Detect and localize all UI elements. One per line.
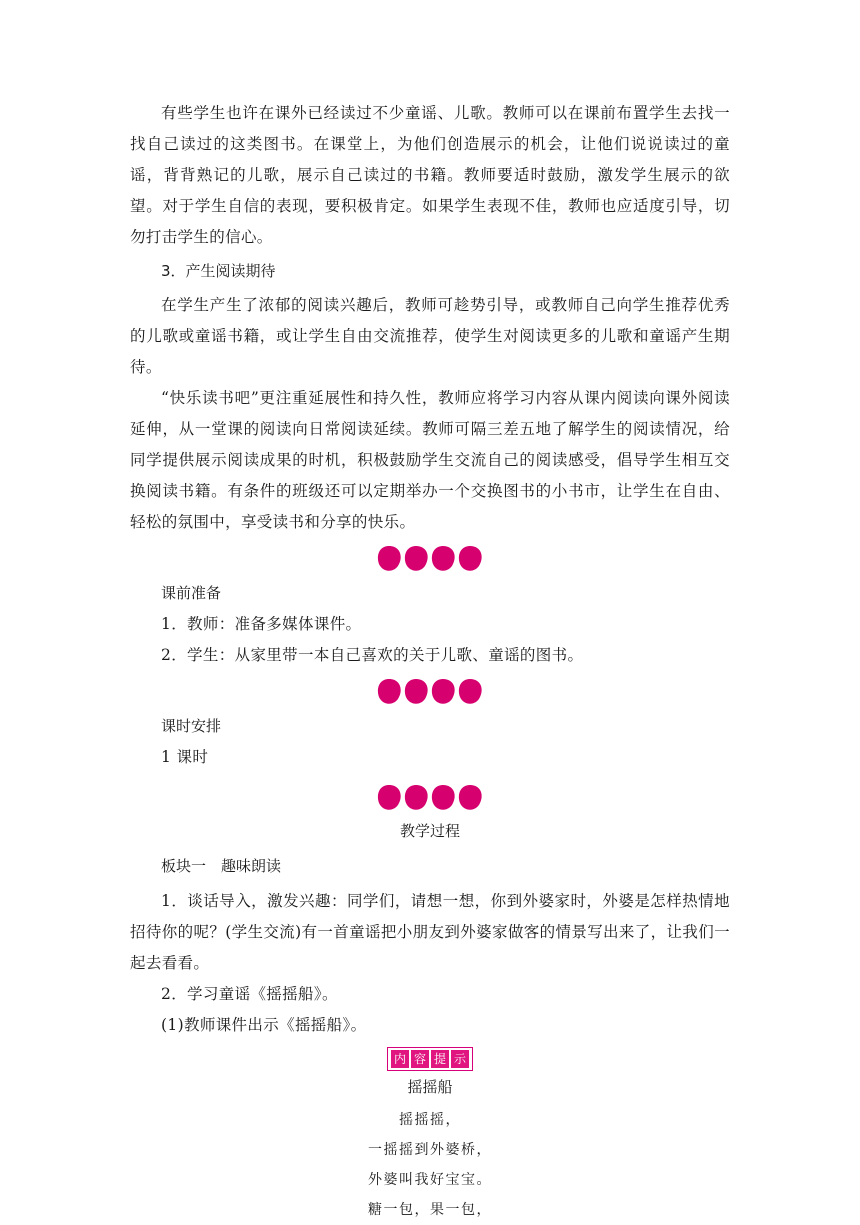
block1-heading: 板块一 趣味朗读 (161, 857, 282, 875)
prep-heading: 课前准备 (161, 584, 222, 602)
badge-char: 提 (431, 1050, 449, 1068)
process-item-show: (1)教师课件出示《摇摇船》。 (161, 1016, 367, 1034)
poem-title: 摇摇船 (407, 1078, 453, 1096)
document-page (130, 98, 730, 1225)
petal-divider-icon (375, 677, 485, 707)
schedule-heading: 课时安排 (161, 717, 222, 735)
badge-char: 示 (451, 1050, 469, 1068)
process-title: 教学过程 (399, 822, 460, 840)
flower-divider (130, 542, 730, 576)
flower-divider (130, 675, 730, 709)
petal-divider-icon (375, 783, 485, 813)
badge-char: 容 (411, 1050, 429, 1068)
paragraph-happy-reading: “快乐读书吧”更注重延展性和持久性，教师应将学习内容从课内阅读向课外阅读延伸，从一堂课的阅读向日常阅读延续。教师可隔三差五地了解学生的阅读情况，给同学提供展示阅读成果的时机，积极鼓励学生交流自己的阅读感受，倡导学生相互交换阅读书籍。有条件的班级还可以定期举办一个交换图书的小书市，让学生在自由、轻松的氛围中，享受读书和分享的快乐。 (130, 389, 730, 531)
badge-char: 内 (391, 1050, 409, 1068)
process-item-intro: 1．谈话导入，激发兴趣：同学们，请想一想，你到外婆家时，外婆是怎样热情地招待你的呢？(学生交流)有一首童谣把小朋友到外婆家做客的情景写出来了，让我们一起去看看。 (130, 892, 730, 972)
petal-divider-icon (375, 544, 485, 574)
flower-divider (130, 781, 730, 815)
poem-line: 糖一包，果一包， (368, 1202, 492, 1218)
poem-line: 一摇摇到外婆桥， (368, 1142, 492, 1158)
poem-line: 摇摇摇， (399, 1112, 461, 1128)
section-heading-3: 3．产生阅读期待 (161, 262, 276, 280)
process-item-learn: 2．学习童谣《摇摇船》。 (161, 985, 338, 1003)
paragraph-intro: 有些学生也许在课外已经读过不少童谣、儿歌。教师可以在课前布置学生去找一找自己读过的这类图书。在课堂上，为他们创造展示的机会，让他们说说读过的童谣，背背熟记的儿歌，展示自己读过的书籍。教师要适时鼓励，激发学生展示的欲望。对于学生自信的表现，要积极肯定。如果学生表现不佳，教师也应适度引导，切勿打击学生的信心。 (130, 104, 730, 246)
content-hint-badge (130, 1047, 730, 1071)
schedule-value: 1 课时 (161, 748, 209, 766)
prep-item-teacher: 1．教师：准备多媒体课件。 (161, 615, 362, 633)
poem-line: 外婆叫我好宝宝。 (368, 1172, 492, 1188)
prep-item-student: 2．学生：从家里带一本自己喜欢的关于儿歌、童谣的图书。 (161, 646, 584, 664)
paragraph-reading-expectation: 在学生产生了浓郁的阅读兴趣后，教师可趁势引导，或教师自己向学生推荐优秀的儿歌或童谣书籍，或让学生自由交流推荐，使学生对阅读更多的儿歌和童谣产生期待。 (130, 296, 730, 376)
